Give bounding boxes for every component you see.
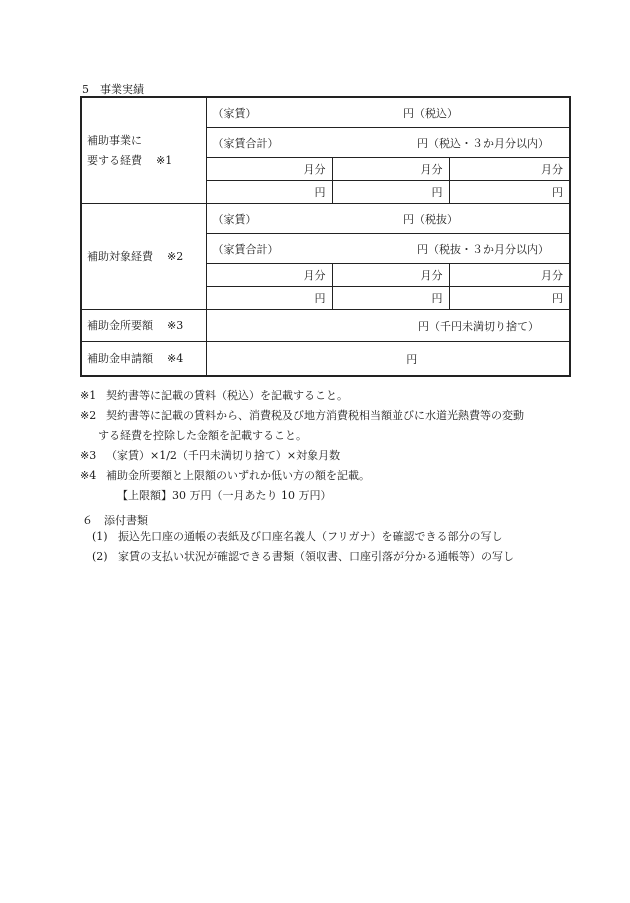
upper-limit-note: 【上限額】30 万円（一月あたり 10 万円） (117, 489, 332, 502)
eligible-rent-total-cell[interactable] (206, 234, 570, 264)
footnotes (80, 386, 524, 506)
eligible-month-cell-2[interactable]: 月分 (332, 264, 449, 287)
footnote-3 (80, 446, 524, 466)
footnote-mark: ※1 (80, 389, 97, 402)
eligible-rent-label: （家賃） (212, 212, 257, 226)
subsidy-expense-note-mark: ※1 (156, 153, 173, 167)
footnote-2-continued: する経費を控除した金額を記載すること。 (98, 429, 307, 442)
eligible-rent-total-unit: 円（税抜・３か月分以内） (417, 242, 549, 256)
section6-heading: ６ 添付書類 (82, 514, 148, 527)
footnote-text: 補助金所要額と上限額のいずれか低い方の額を記載。 (106, 469, 370, 482)
subsidy-rent-total-unit: 円（税込・３か月分以内） (417, 136, 549, 150)
attachment-item-2 (92, 547, 514, 567)
subsidy-month-cell-3[interactable]: 月分 (449, 158, 570, 181)
subsidy-rent-total-cell[interactable] (206, 128, 570, 158)
attachment-text: 家賃の支払い状況が確認できる書類（領収書、口座引落が分かる通帳等）の写し (118, 550, 514, 563)
footnote-2 (80, 406, 524, 426)
footnote-mark: ※2 (80, 409, 97, 422)
eligible-rent-cell[interactable] (206, 204, 570, 234)
footnote-text: 契約書等に記載の賃料（税込）を記載すること。 (106, 389, 348, 402)
required-amount-label-text: 補助金所要額 (87, 318, 153, 332)
attachment-number: (2) (92, 550, 108, 563)
attachment-text: 振込先口座の通帳の表紙及び口座名義人（フリガナ）を確認できる部分の写し (118, 530, 503, 543)
eligible-yen-cell-3[interactable]: 円 (449, 287, 570, 310)
footnote-mark: ※3 (80, 449, 97, 462)
eligible-month-cell-1[interactable]: 月分 (206, 264, 332, 287)
subsidy-expense-label-line2: 要する経費 (87, 153, 142, 167)
application-amount-unit: 円 (406, 352, 418, 366)
required-amount-note-mark: ※3 (167, 318, 184, 332)
expense-table (80, 96, 571, 377)
section5-heading: 5 事業実績 (82, 83, 144, 96)
footnote-text: 契約書等に記載の賃料から、消費税及び地方消費税相当額並びに水道光熱費等の変動 (106, 409, 524, 422)
footnote-1 (80, 386, 524, 406)
eligible-expense-label-text: 補助対象経費 (87, 249, 153, 263)
required-amount-label (81, 310, 206, 342)
eligible-yen-cell-2[interactable]: 円 (332, 287, 449, 310)
eligible-expense-label (81, 204, 206, 310)
application-amount-note-mark: ※4 (167, 351, 184, 365)
application-amount-cell[interactable] (206, 342, 570, 377)
subsidy-yen-cell-2[interactable]: 円 (332, 181, 449, 204)
application-amount-label-text: 補助金申請額 (87, 351, 153, 365)
footnote-text: （家賃）×1/2（千円未満切り捨て）×対象月数 (106, 449, 341, 462)
eligible-yen-cell-1[interactable]: 円 (206, 287, 332, 310)
eligible-expense-note-mark: ※2 (167, 249, 184, 263)
subsidy-rent-unit: 円（税込） (403, 106, 458, 120)
footnote-mark: ※4 (80, 469, 97, 482)
subsidy-rent-cell[interactable] (206, 97, 570, 128)
attachment-number: (1) (92, 530, 108, 543)
subsidy-rent-label: （家賃） (212, 106, 257, 120)
subsidy-yen-cell-1[interactable]: 円 (206, 181, 332, 204)
subsidy-month-cell-2[interactable]: 月分 (332, 158, 449, 181)
subsidy-rent-total-label: （家賃合計） (212, 136, 279, 150)
eligible-rent-total-label: （家賃合計） (212, 242, 279, 256)
subsidy-month-cell-1[interactable]: 月分 (206, 158, 332, 181)
subsidy-expense-label-line1: 補助事業に (87, 133, 142, 147)
subsidy-yen-cell-3[interactable]: 円 (449, 181, 570, 204)
subsidy-expense-label (81, 97, 206, 204)
required-amount-cell[interactable] (206, 310, 570, 342)
eligible-month-cell-3[interactable]: 月分 (449, 264, 570, 287)
footnote-4 (80, 466, 524, 486)
required-amount-unit: 円（千円未満切り捨て） (418, 319, 539, 333)
application-amount-label (81, 342, 206, 377)
attachment-item-1 (92, 527, 502, 547)
eligible-rent-unit: 円（税抜） (403, 212, 458, 226)
